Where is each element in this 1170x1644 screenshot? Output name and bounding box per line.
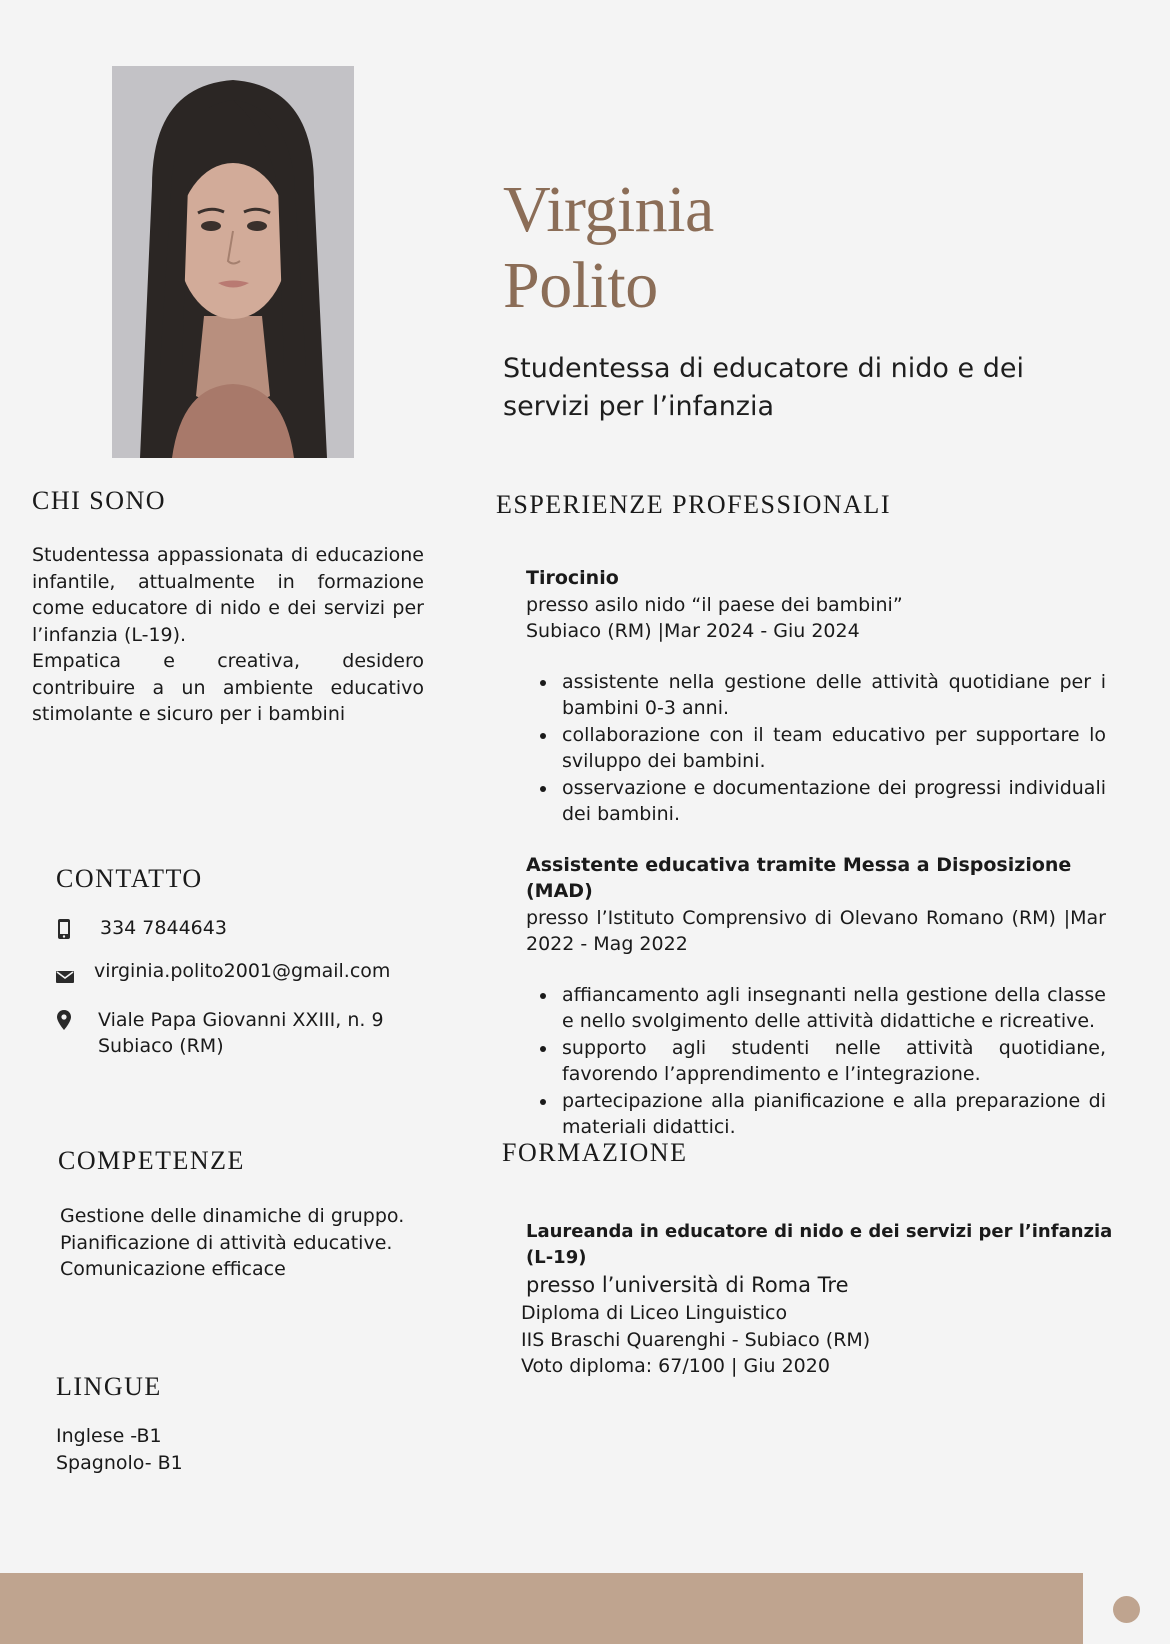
language-item: Inglese -B1 <box>56 1425 162 1447</box>
about-section <box>32 542 424 728</box>
portrait-illustration <box>112 66 354 458</box>
person-name <box>503 172 714 324</box>
skill-item: Comunicazione efficace <box>60 1258 286 1280</box>
degree-school: presso l’università di Roma Tre <box>526 1273 849 1297</box>
experience-section <box>526 565 1106 1141</box>
skills-list <box>60 1203 404 1283</box>
email-icon <box>56 964 78 986</box>
job-entry <box>526 565 1106 828</box>
job-place: presso l’Istituto Comprensivo di Olevano Romano (RM) |Mar 2022 - Mag 2022 <box>526 906 1106 955</box>
address-line-2: Subiaco (RM) <box>98 1035 224 1057</box>
job-bullets <box>526 982 1106 1141</box>
languages-heading: LINGUE <box>56 1372 162 1401</box>
job-bullet: • osservazione e documentazione dei progressi individuali dei bambini. <box>558 775 1106 828</box>
degree-title: Laureanda in educatore di nido e dei servizi per l’infanzia (L-19) <box>526 1221 1113 1268</box>
first-name: Virginia <box>503 173 714 246</box>
address-row <box>56 1007 436 1060</box>
experience-heading: ESPERIENZE PROFESSIONALI <box>496 490 891 519</box>
location-pin-icon <box>56 1009 78 1031</box>
email-address[interactable]: virginia.polito2001@gmail.com <box>94 959 391 982</box>
degree-entry <box>526 1219 1126 1299</box>
phone-icon <box>56 918 78 940</box>
skills-heading: COMPETENZE <box>58 1146 245 1175</box>
profile-photo <box>112 66 354 458</box>
job-bullet: • collaborazione con il team educativo per supportare lo sviluppo dei bambini. <box>558 722 1106 775</box>
job-place: presso asilo nido “il paese dei bambini” <box>526 593 903 616</box>
skill-item: Gestione delle dinamiche di gruppo. <box>60 1205 405 1227</box>
job-bullets <box>526 669 1106 828</box>
contact-section <box>56 915 436 1060</box>
diploma-line: IIS Braschi Quarenghi - Subiaco (RM) <box>521 1328 871 1351</box>
about-paragraph-2: Empatica e creativa, desidero contribuire a un ambiente educativo stimolante e sicuro per i bambini <box>32 650 424 725</box>
address-line-1: Viale Papa Giovanni XXIII, n. 9 <box>98 1008 384 1031</box>
education-heading: FORMAZIONE <box>502 1138 688 1167</box>
diploma-entry <box>521 1300 870 1380</box>
job-bullet: • assistente nella gestione delle attività quotidiane per i bambini 0-3 anni. <box>558 669 1106 722</box>
about-heading: CHI SONO <box>32 486 167 515</box>
diploma-line: Diploma di Liceo Linguistico <box>521 1302 788 1324</box>
phone-number[interactable]: 334 7844643 <box>100 917 227 939</box>
job-bullet: • affiancamento agli insegnanti nella gestione della classe e nello svolgimento delle attività didattiche e ricreative. <box>558 982 1106 1035</box>
job-entry <box>526 852 1106 1141</box>
address <box>98 1007 384 1060</box>
job-title: Assistente educativa tramite Messa a Disposizione (MAD) <box>526 853 1072 902</box>
footer-bar <box>0 1573 1083 1644</box>
last-name: Polito <box>503 249 658 322</box>
phone-row <box>56 915 436 942</box>
email-row <box>56 958 436 986</box>
footer-dot <box>1113 1596 1140 1623</box>
diploma-line: Voto diploma: 67/100 | Giu 2020 <box>521 1355 830 1377</box>
contact-heading: CONTATTO <box>56 864 203 893</box>
job-bullet: • supporto agli studenti nelle attività quotidiane, favorendo l’apprendimento e l’integrazione. <box>558 1035 1106 1088</box>
job-dates: Subiaco (RM) |Mar 2024 - Giu 2024 <box>526 620 860 642</box>
job-subtitle: Studentessa di educatore di nido e dei servizi per l’infanzia <box>503 353 1024 422</box>
skill-item: Pianificazione di attività educative. <box>60 1231 393 1254</box>
job-title: Tirocinio <box>526 567 619 589</box>
language-item: Spagnolo- B1 <box>56 1451 183 1474</box>
about-paragraph-1: Studentessa appassionata di educazione infantile, attualmente in formazione come educatore di nido e dei servizi per l’infanzia (L-19). <box>32 544 424 646</box>
job-bullet: • partecipazione alla pianificazione e alla preparazione di materiali didattici. <box>558 1088 1106 1141</box>
languages-list <box>56 1423 183 1476</box>
